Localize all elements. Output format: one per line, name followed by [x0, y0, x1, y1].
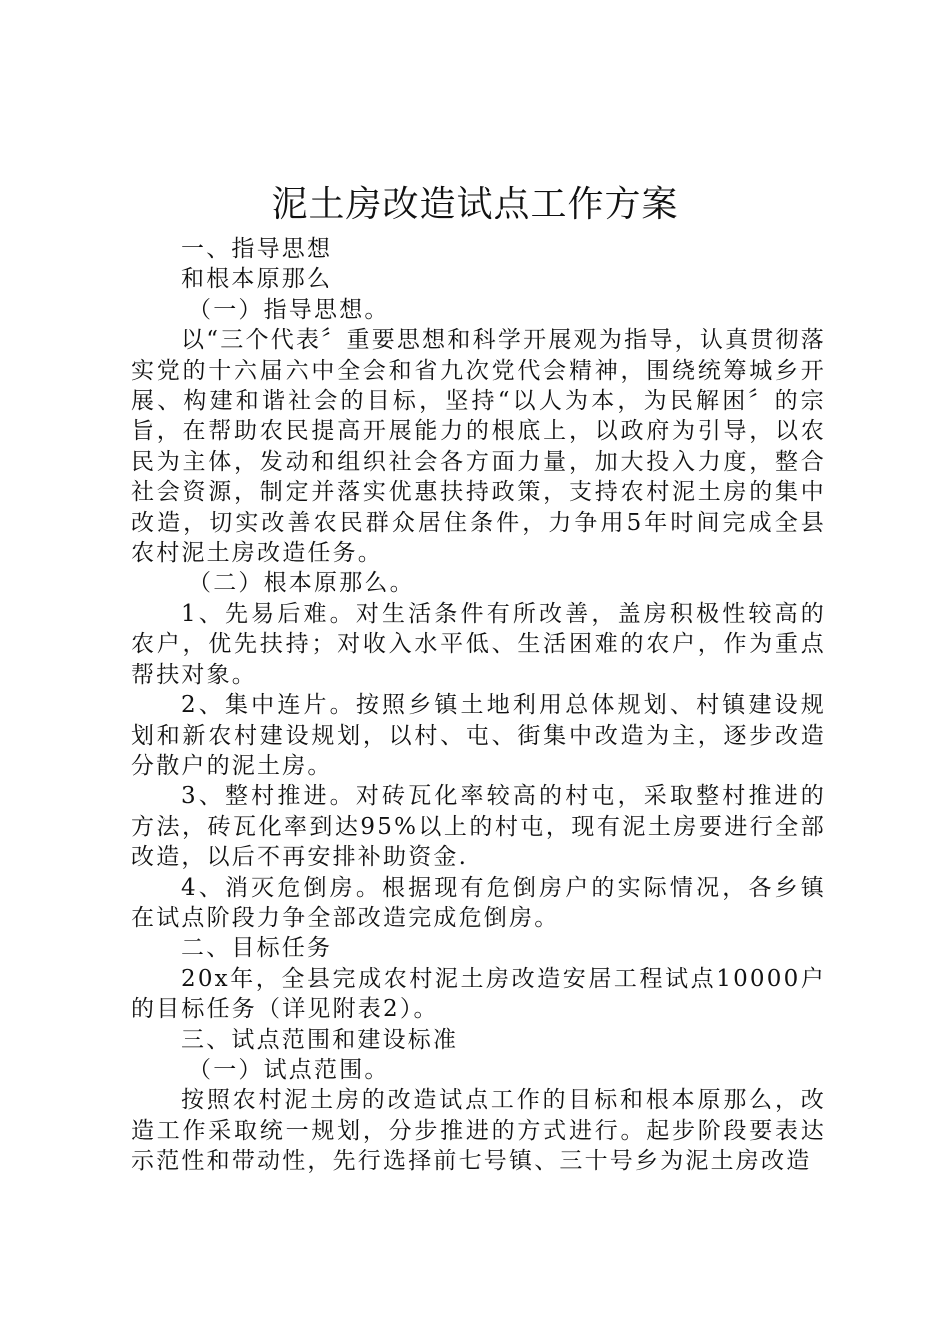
principle-whole-village: 3、整村推进。对砖瓦化率较高的村屯，采取整村推进的方法，砖瓦化率到达95%以上的村屯，现有泥土房要进行全部改造，以后不再安排补助资金. — [131, 783, 826, 871]
document-title: 泥土房改造试点工作方案 — [271, 184, 679, 225]
section-heading-targets: 二、目标任务 — [181, 935, 333, 962]
principle-easy-first: 1、先易后难。对生活条件有所改善，盖房积极性较高的农户，优先扶持；对收入水平低、生活困难的农户，作为重点帮扶对象。 — [131, 600, 826, 688]
paragraph-targets: 20x年，全县完成农村泥土房改造安居工程试点10000户的目标任务（详见附表2）。 — [131, 965, 826, 1023]
subheading-pilot-scope: （一）试点范围。 — [188, 1056, 390, 1083]
paragraph-guiding-ideology: 以“三个代表〞重要思想和科学开展观为指导，认真贯彻落实党的十六届六中全会和省九次党代会精神，围绕统筹城乡开展、构建和谐社会的目标，坚持“以人为本，为民解困〞的宗旨，在帮助农民提高开展能力的根底上，以政府为引导，以农民为主体，发动和组织社会各方面力量，加大投入力度，整合社会资源，制定并落实优惠扶持政策，支持农村泥土房的集中改造，切实改善农民群众居住条件，力争用5年时间完成全县农村泥土房改造任务。 — [131, 327, 826, 567]
subheading-guiding-ideology: （一）指导思想。 — [188, 296, 390, 323]
document-body — [131, 234, 826, 1177]
subheading-basic-principles: （二）根本原那么。 — [188, 570, 415, 597]
section-heading-guiding-ideology: 一、指导思想 — [181, 236, 333, 262]
section-heading-scope-standards: 三、试点范围和建设标准 — [181, 1026, 459, 1053]
section-heading-basic-principles: 和根本原那么 — [181, 266, 333, 293]
principle-concentrated: 2、集中连片。按照乡镇土地利用总体规划、村镇建设规划和新农村建设规划，以村、屯、街集中改造为主，逐步改造分散户的泥土房。 — [131, 692, 826, 779]
paragraph-pilot-scope: 按照农村泥土房的改造试点工作的目标和根本原那么，改造工作采取统一规划，分步推进的方式进行。起步阶段要表达示范性和带动性，先行选择前七号镇、三十号乡为泥土房改造 — [131, 1087, 826, 1175]
principle-dangerous-houses: 4、消灭危倒房。根据现有危倒房户的实际情况，各乡镇在试点阶段力争全部改造完成危倒房。 — [131, 874, 826, 931]
